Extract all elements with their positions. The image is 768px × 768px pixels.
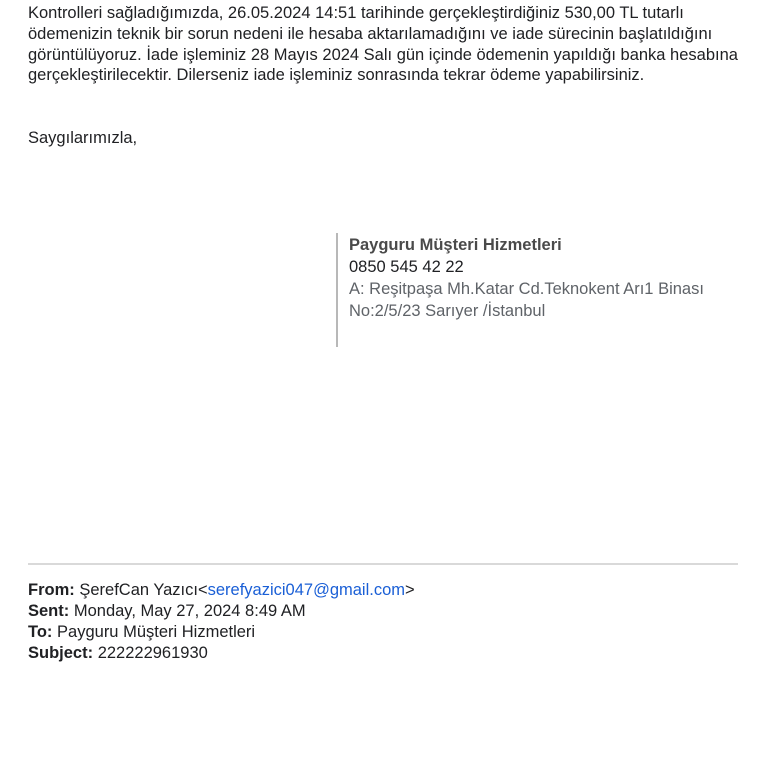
signature-company: Payguru Müşteri Hizmetleri <box>349 236 562 254</box>
sent-line <box>28 601 743 622</box>
signature-phone: 0850 545 42 22 <box>349 258 464 276</box>
email-greeting: Saygılarımızla, <box>28 129 138 147</box>
quoted-message-header <box>28 580 743 664</box>
to-label: To: <box>28 623 53 641</box>
subject-line <box>28 643 743 664</box>
signature-address-line2: No:2/5/23 Sarıyer /İstanbul <box>349 302 546 320</box>
to-value: Payguru Müşteri Hizmetleri <box>57 623 256 641</box>
sent-label: Sent: <box>28 602 70 620</box>
subject-value: 222222961930 <box>97 644 208 662</box>
to-line <box>28 622 743 643</box>
from-label: From: <box>28 581 75 599</box>
subject-label: Subject: <box>28 644 94 662</box>
from-line <box>28 580 743 601</box>
from-name: ŞerefCan Yazıcı <box>79 581 198 599</box>
quoted-message-divider <box>28 563 738 565</box>
signature-address-line1: A: Reşitpaşa Mh.Katar Cd.Teknokent Arı1 Binası <box>349 280 704 298</box>
email-body-paragraph: Kontrolleri sağladığımızda, 26.05.2024 14:51 tarihinde gerçekleştirdiğiniz 530,00 TL tutarlı ödemenizin teknik bir sorun nedeni ile hesaba aktarılamadığını ve iade sürecinin başlatıldığını görüntülüyoruz. İade işleminiz 28 Mayıs 2024 Salı gün içinde ödemenin yapıldığı banka hesabına gerçekleştirilecektir. Dilerseniz iade işleminiz sonrasında tekrar ödeme yapabilirsiniz. <box>28 4 738 85</box>
from-email-link[interactable]: serefyazici047@gmail.com <box>207 581 406 599</box>
email-signature <box>336 233 749 347</box>
from-bracket-open: < <box>197 581 208 599</box>
sent-value: Monday, May 27, 2024 8:49 AM <box>73 602 306 620</box>
from-bracket-close: > <box>405 581 415 599</box>
